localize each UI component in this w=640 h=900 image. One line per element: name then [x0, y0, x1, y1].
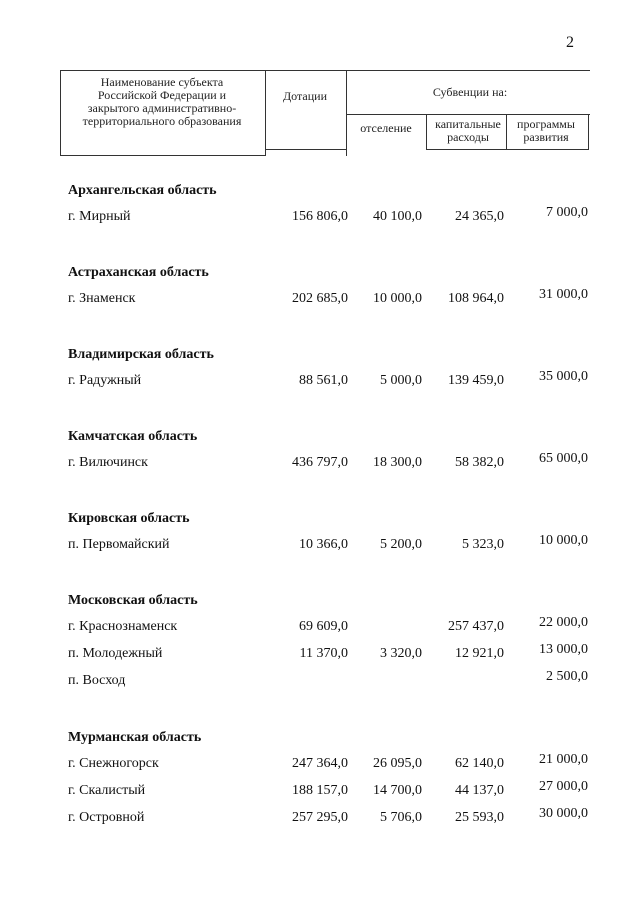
dotacii-value: 11 370,0 — [299, 646, 348, 661]
region-title: Архангельская область — [68, 183, 217, 198]
programmy-value: 65 000,0 — [539, 451, 588, 466]
row-name: г. Вилючинск — [68, 455, 148, 470]
table-row — [68, 285, 598, 312]
row-name: г. Радужный — [68, 373, 142, 388]
table-row — [68, 804, 598, 831]
row-name: г. Краснознаменск — [68, 619, 178, 634]
otselenie-value: 5 200,0 — [380, 537, 422, 552]
row-name: г. Скалистый — [68, 783, 146, 798]
region-block — [68, 588, 598, 725]
programmy-value: 27 000,0 — [539, 779, 588, 794]
region-title: Владимирская область — [68, 347, 214, 362]
region-block — [68, 506, 598, 588]
programmy-value: 7 000,0 — [546, 205, 588, 220]
dotacii-value: 257 295,0 — [292, 810, 348, 825]
row-name: п. Молодежный — [68, 646, 163, 661]
region-block — [68, 260, 598, 342]
table-row — [68, 449, 598, 476]
kapital-value: 5 323,0 — [462, 537, 504, 552]
kapital-value: 62 140,0 — [455, 756, 504, 771]
header-name-column: Наименование субъекта Российской Федерации и закрытого административно- территориального образования — [82, 75, 242, 128]
programmy-value: 22 000,0 — [539, 615, 588, 630]
header-programmy: программы развития — [517, 117, 575, 144]
otselenie-value: 5 706,0 — [380, 810, 422, 825]
kapital-value: 257 437,0 — [448, 619, 504, 634]
dotacii-value: 10 366,0 — [299, 537, 348, 552]
kapital-value: 139 459,0 — [448, 373, 504, 388]
region-block — [68, 178, 598, 260]
table-row — [68, 777, 598, 804]
kapital-value: 108 964,0 — [448, 291, 504, 306]
region-title: Московская область — [68, 593, 198, 608]
table-body — [68, 178, 598, 862]
header-otselenie: отселение — [360, 121, 412, 135]
kapital-value: 12 921,0 — [455, 646, 504, 661]
dotacii-value: 202 685,0 — [292, 291, 348, 306]
dotacii-value: 156 806,0 — [292, 209, 348, 224]
table-row — [68, 367, 598, 394]
row-name: г. Островной — [68, 810, 145, 825]
table-row — [68, 750, 598, 777]
dotacii-value: 436 797,0 — [292, 455, 348, 470]
table-header — [60, 70, 590, 156]
otselenie-value: 26 095,0 — [373, 756, 422, 771]
programmy-value: 31 000,0 — [539, 287, 588, 302]
otselenie-value: 40 100,0 — [373, 209, 422, 224]
otselenie-value: 14 700,0 — [373, 783, 422, 798]
region-block — [68, 424, 598, 506]
row-name: г. Знаменск — [68, 291, 136, 306]
otselenie-value: 5 000,0 — [380, 373, 422, 388]
table-row — [68, 640, 598, 667]
dotacii-value: 247 364,0 — [292, 756, 348, 771]
header-kapital: капитальные расходы — [435, 117, 501, 144]
region-title: Астраханская область — [68, 265, 209, 280]
programmy-value: 13 000,0 — [539, 642, 588, 657]
dotacii-value: 88 561,0 — [299, 373, 348, 388]
programmy-value: 10 000,0 — [539, 533, 588, 548]
table-row — [68, 667, 598, 694]
otselenie-value: 18 300,0 — [373, 455, 422, 470]
kapital-value: 58 382,0 — [455, 455, 504, 470]
dotacii-value: 188 157,0 — [292, 783, 348, 798]
row-name: п. Восход — [68, 673, 126, 688]
table-row — [68, 203, 598, 230]
region-title: Кировская область — [68, 511, 190, 526]
programmy-value: 21 000,0 — [539, 752, 588, 767]
programmy-value: 35 000,0 — [539, 369, 588, 384]
row-name: г. Снежногорск — [68, 756, 159, 771]
row-name: п. Первомайский — [68, 537, 170, 552]
kapital-value: 24 365,0 — [455, 209, 504, 224]
programmy-value: 2 500,0 — [546, 669, 588, 684]
kapital-value: 25 593,0 — [455, 810, 504, 825]
region-block — [68, 725, 598, 862]
row-name: г. Мирный — [68, 209, 131, 224]
table-row — [68, 613, 598, 640]
kapital-value: 44 137,0 — [455, 783, 504, 798]
table-row — [68, 531, 598, 558]
region-title: Мурманская область — [68, 730, 202, 745]
region-title: Камчатская область — [68, 429, 198, 444]
dotacii-value: 69 609,0 — [299, 619, 348, 634]
header-subvencii: Субвенции на: — [432, 85, 508, 99]
region-block — [68, 342, 598, 424]
otselenie-value: 10 000,0 — [373, 291, 422, 306]
page-number: 2 — [566, 34, 574, 51]
header-dotacii: Дотации — [282, 89, 327, 103]
otselenie-value: 3 320,0 — [380, 646, 422, 661]
programmy-value: 30 000,0 — [539, 806, 588, 821]
